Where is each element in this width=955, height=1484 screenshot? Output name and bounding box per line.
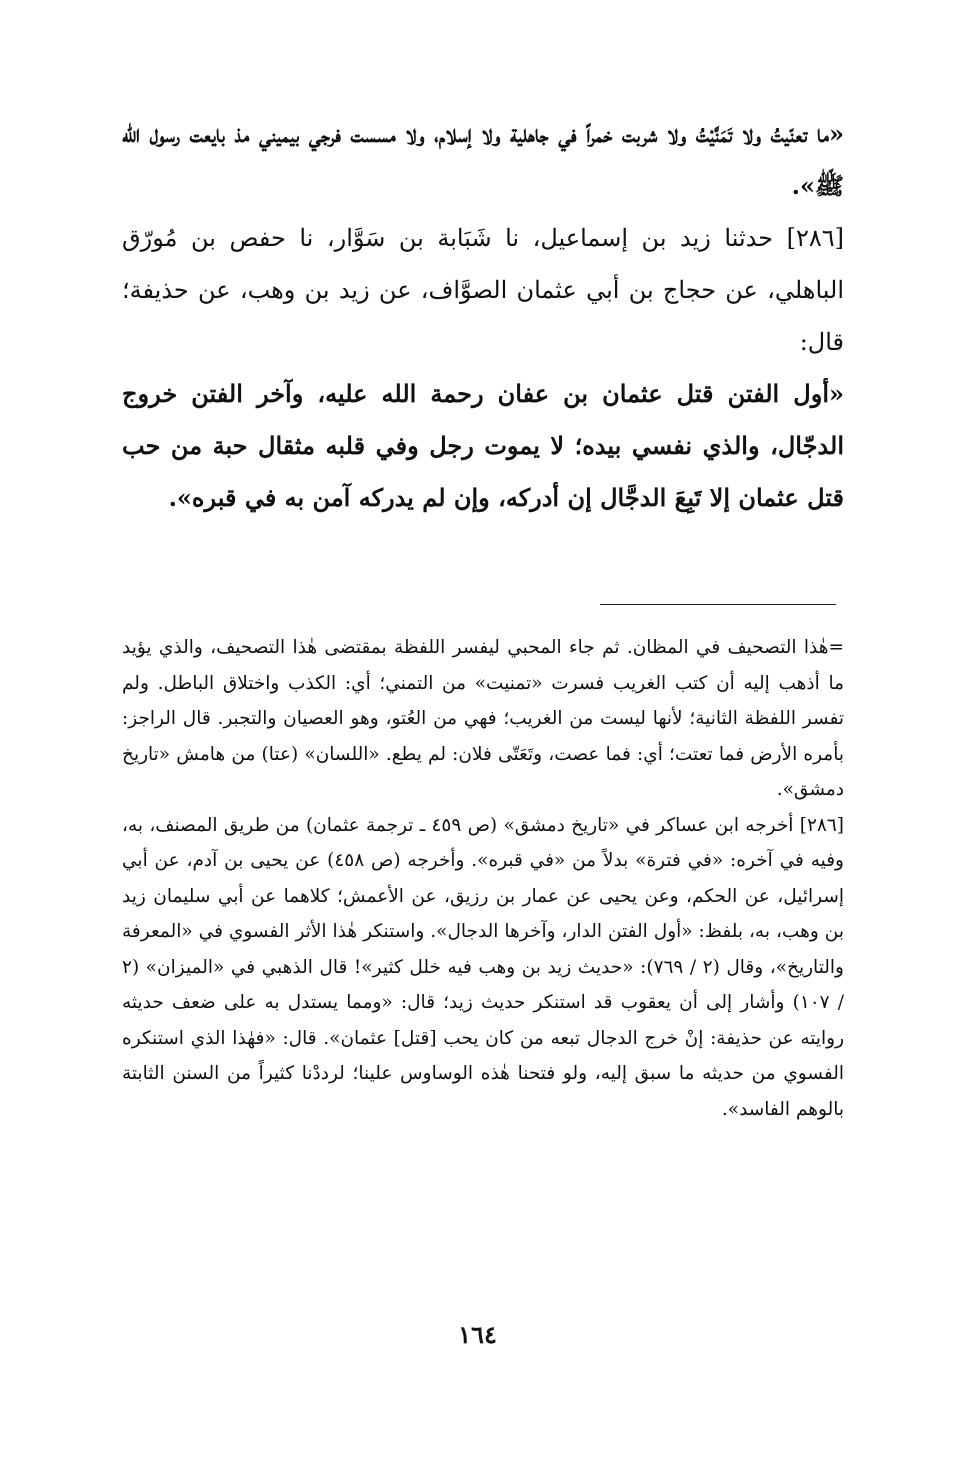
page-number: ١٦٤ — [458, 1320, 497, 1349]
footnotes — [122, 630, 844, 1127]
quote-paragraph-1: «ما تعنّيتُ ولا تَمَنَّيْتُ ولا شربت خمراً في جاهلية ولا إسلام، ولا مسست فرجي بيميني مذ بايعت رسول الله ﷺ». — [122, 119, 844, 200]
footnote-286: [٢٨٦] أخرجه ابن عساكر في «تاريخ دمشق» (ص ٤٥٩ ـ ترجمة عثمان) من طريق المصنف، به، وفيه في آخره: «في فترة» بدلاً من «في قبره». وأخرجه (ص ٤٥٨) عن يحيى بن آدم، عن أبي إسرائيل، عن الحكم، وعن يحيى عن عمار بن رزيق، عن الأعمش؛ كلاهما عن أبي سليمان زيد بن وهب، به، بلفظ: «أول الفتن الدار، وآخرها الدجال». واستنكر هٰذا الأثر الفسوي في «المعرفة والتاريخ»، وقال (٢ / ٧٦٩): «حديث زيد بن وهب فيه خلل كثير»! قال الذهبي في «الميزان» (٢ / ١٠٧) وأشار إلى أن يعقوب قد استنكر حديث زيد؛ قال: «ومما يستدل به على ضعف حديثه روايته عن حذيفة: إنْ خرج الدجال تبعه من كان يحب [قتل] عثمان». قال: «فهٰذا الذي استنكره الفسوي من حديثه ما سبق إليه، ولو فتحنا هٰذه الوساوس علينا؛ لرددْنا كثيراً من السنن الثابتة بالوهم الفاسد». — [122, 814, 844, 1120]
quote-paragraph-2: «أول الفتن قتل عثمان بن عفان رحمة الله عليه، وآخر الفتن خروج الدجّال، والذي نفسي بيده؛ لا يموت رجل وفي قلبه مثقال حبة من حب قتل عثمان إلا تَبِعَ الدجَّال إن أدركه، وإن لم يدركه آمن به في قبره». — [122, 379, 844, 512]
footnote-continued: =هٰذا التصحيف في المظان. ثم جاء المحبي ليفسر اللفظة بمقتضى هٰذا التصحيف، والذي يؤيد ما أذهب إليه أن كتب الغريب فسرت «تمنيت» من التمني؛ أي: الكذب واختلاق الباطل. ولم تفسر اللفظة الثانية؛ لأنها ليست من الغريب؛ فهي من العُتو، وهو العصيان والتجبر. قال الراجز: بأمره الأرض فما تعتت؛ أي: فما عصت، وتَعَتّى فلان: لم يطع. «اللسان» (عتا) من هامش «تاريخ دمشق». — [122, 637, 844, 800]
hadith-286-chain: [٢٨٦] حدثنا زيد بن إسماعيل، نا شَبَابة بن سَوَّار، نا حفص بن مُورّق الباهلي، عن حجاج بن أبي عثمان الصوَّاف، عن زيد بن وهب، عن حذيفة؛ قال: — [122, 224, 844, 356]
main-text — [122, 108, 844, 524]
footnote-divider — [600, 604, 836, 605]
